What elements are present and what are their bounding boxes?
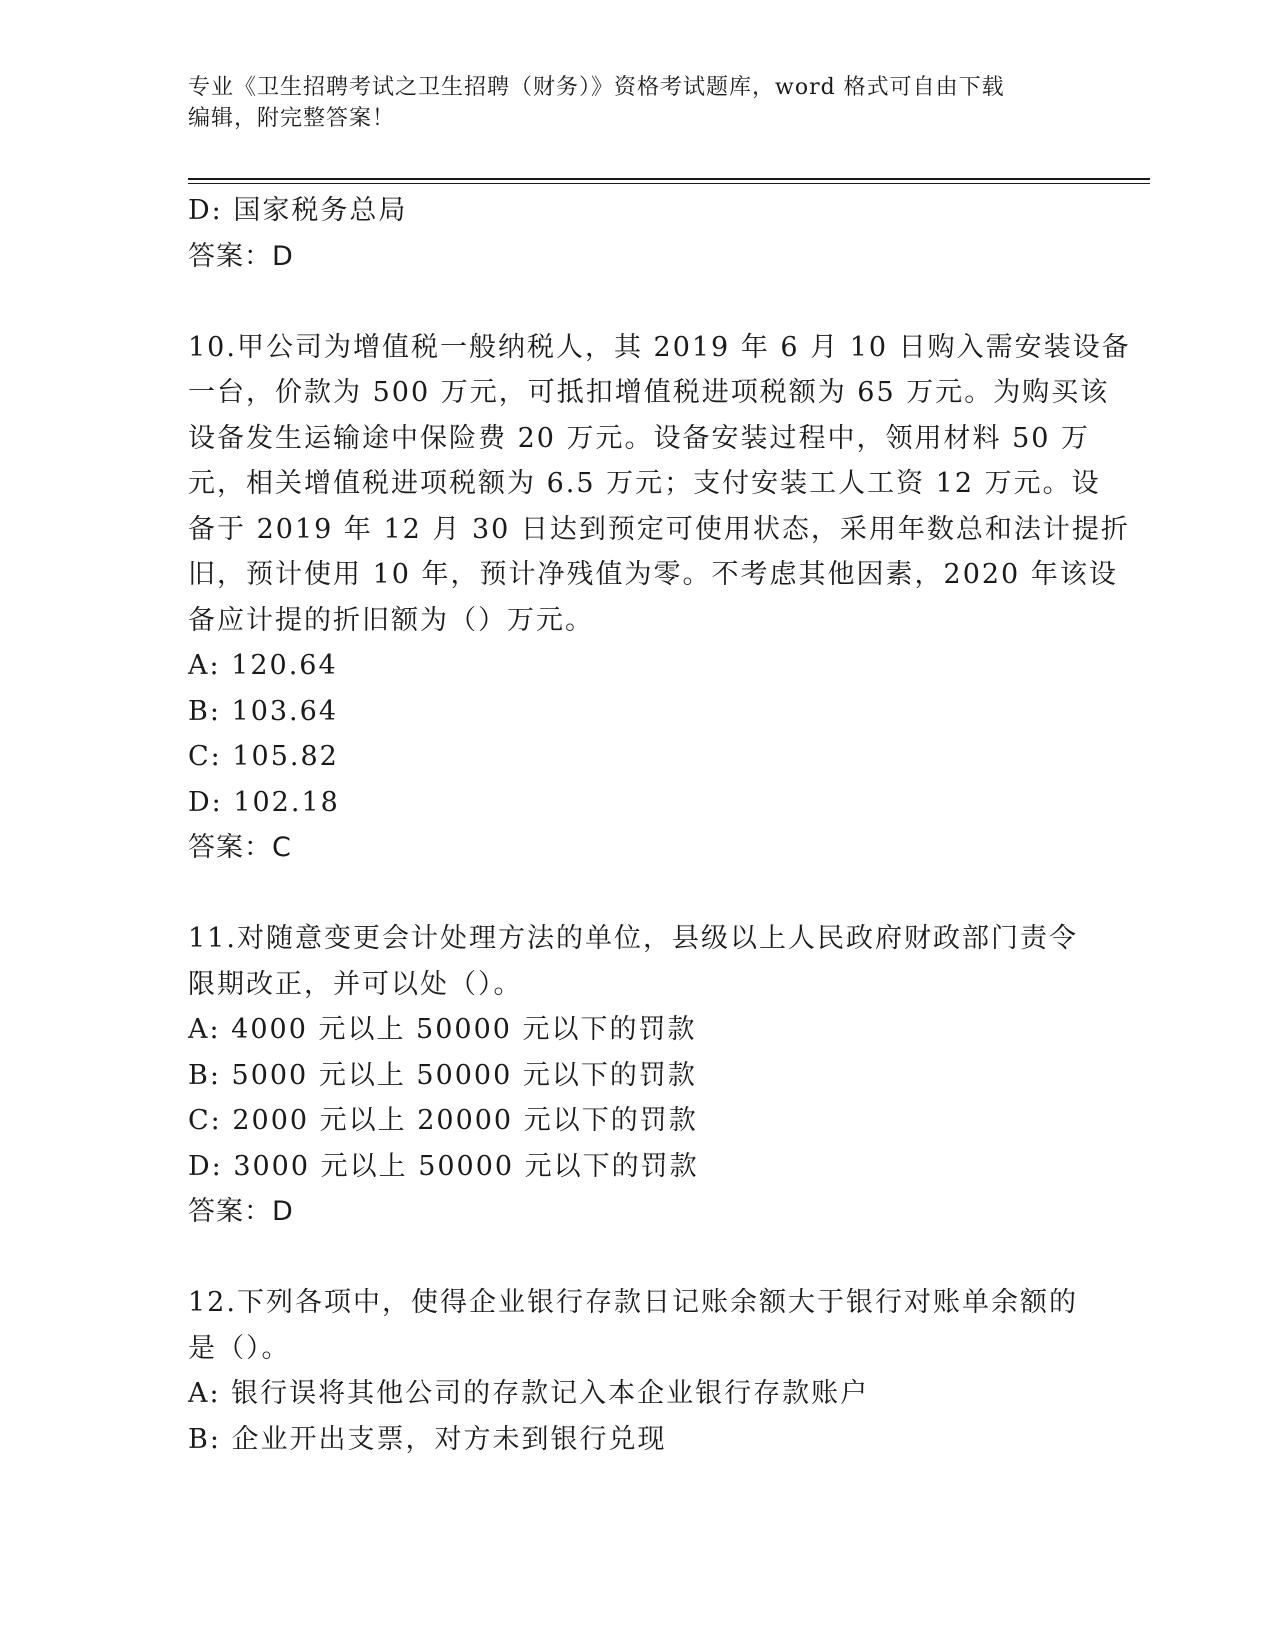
header-line-2: 编辑，附完整答案！: [188, 106, 396, 131]
q10-option-b: B: 103.64: [188, 695, 338, 727]
q10-answer: 答案：C: [188, 832, 292, 863]
q10-option-a: A: 120.64: [188, 650, 338, 681]
page-header: [188, 72, 1078, 134]
spacer: [188, 1235, 1088, 1281]
q10-option-d: D: 102.18: [188, 786, 340, 818]
q11-option-d: D: 3000 元以上 50000 元以下的罚款: [188, 1150, 699, 1182]
q11-stem-line-2: 限期改正，并可以处（）。: [188, 968, 523, 1000]
q10-stem-line-6: 旧，预计使用 10 年，预计净残值为零。不考虑其他因素，2020 年该设: [188, 559, 1118, 590]
header-rule-thick: [188, 178, 1150, 180]
q11-answer: 答案：D: [188, 1196, 294, 1227]
q10-option-c: C: 105.82: [188, 741, 339, 772]
q10-stem-line-2: 一台，价款为 500 万元，可抵扣增值税进项税额为 65 万元。为购买该: [188, 377, 1110, 408]
question-12: [188, 1280, 1088, 1462]
q12-option-a: A: 银行误将其他公司的存款记入本企业银行存款账户: [188, 1378, 870, 1409]
question-11: [188, 916, 1088, 1235]
question-content: [188, 188, 1131, 1462]
q12-stem-line-2: 是（）。: [188, 1332, 291, 1364]
q10-stem-line-5: 备于 2019 年 12 月 30 日达到预定可使用状态，采用年数总和法计提折: [188, 513, 1130, 545]
header-line-1: 专业《卫生招聘考试之卫生招聘（财务）》资格考试题库，word 格式可自由下载: [188, 75, 1005, 100]
q11-option-a: A: 4000 元以上 50000 元以下的罚款: [188, 1014, 697, 1045]
spacer: [188, 871, 1088, 917]
prev-option-d: D: 国家税务总局: [188, 195, 408, 226]
q10-stem-line-7: 备应计提的折旧额为（）万元。: [188, 604, 594, 636]
q11-stem-line-1: 11.对随意变更会计处理方法的单位，县级以上人民政府财政部门责令: [188, 923, 1078, 954]
prev-answer: 答案：D: [188, 240, 294, 272]
q12-option-b: B: 企业开出支票，对方未到银行兑现: [188, 1423, 667, 1455]
spacer: [188, 279, 1088, 325]
q11-option-b: B: 5000 元以上 50000 元以下的罚款: [188, 1059, 697, 1091]
header-rule-thin: [188, 183, 1150, 184]
q10-stem-line-1: 10.甲公司为增值税一般纳税人，其 2019 年 6 月 10 日购入需安装设备: [188, 331, 1131, 363]
question-10: [188, 325, 1131, 871]
q10-stem-line-4: 元，相关增值税进项税额为 6.5 万元；支付安装工人工资 12 万元。设: [188, 468, 1101, 499]
q11-option-c: C: 2000 元以上 20000 元以下的罚款: [188, 1105, 698, 1136]
q12-stem-line-1: 12.下列各项中，使得企业银行存款日记账余额大于银行对账单余额的: [188, 1287, 1078, 1318]
q10-stem-line-3: 设备发生运输途中保险费 20 万元。设备安装过程中，领用材料 50 万: [188, 422, 1091, 454]
